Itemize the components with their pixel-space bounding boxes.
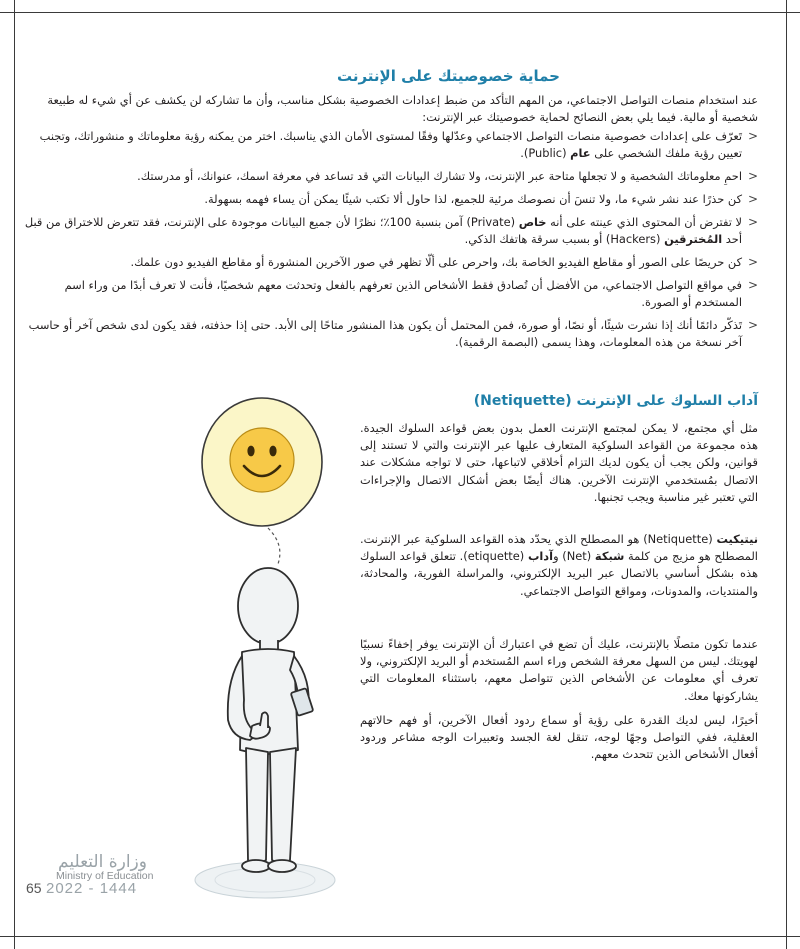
netiquette-paragraph-4: أخيرًا، ليس لديك القدرة على رؤية أو سماع ردود أفعال الآخرين، أو فهم حالاتهم العقلية، ففي التواصل وجهًا لوجه، تنقل لغة الجسد وتعبيرات الوجه مشاعر وردود أفعال الأشخاص الذين تتحدث معهم. — [360, 713, 758, 762]
faceless-figure-illustration — [190, 390, 410, 910]
chevron-left-icon: < — [747, 278, 758, 292]
chevron-left-icon: < — [747, 255, 758, 269]
netiquette-paragraph-3: عندما تكون متصلًا بالإنترنت، عليك أن تضع في اعتبارك أن الإنترنت يوفر إخفاءً نسبيًا لهويتك. ليس من السهل معرفة الشخص وراء اسم المُستخدم أو البريد الإلكتروني، ولا تعرف أي معلومات عن الأشخاص الذين تتواصل معهم، باستثناء المعلومات التي يشاركونها معك. — [360, 637, 758, 703]
chevron-left-icon: < — [747, 318, 758, 332]
list-item: < تَعرّف على إعدادات خصوصية منصات التواصل الاجتماعي وعدّلها وفقًا لمستوى الأمان الذي يناسبك. اختر من يمكنه رؤية معلوماتك و منشوراتك، وتجنب تعيين رؤية ملفك الشخصي على عام (Public). — [39, 129, 758, 160]
chevron-left-icon: < — [747, 169, 758, 183]
chevron-left-icon: < — [747, 215, 758, 229]
person-figure — [228, 568, 314, 872]
list-item: < كن حريصًا على الصور أو مقاطع الفيديو الخاصة بك، واحرص على ألّا تظهر في صور الآخرين المنشورة أو مقاطع الفيديو دون علمك. — [130, 255, 758, 269]
chevron-left-icon: < — [747, 192, 758, 206]
privacy-tips-list — [18, 128, 758, 357]
list-item: < كن حذرًا عند نشر شيء ما، ولا تنسَ أن نصوصك مرئية للجميع، لذا حاول ألا تكتب شيئًا يمكن أن يساء فهمه بسهولة. — [204, 192, 758, 206]
section-title-privacy: حماية خصوصيتك على الإنترنت — [336, 67, 560, 85]
ministry-logo-arabic: وزارة التعليم — [58, 852, 147, 872]
smiley-face-icon — [230, 428, 294, 492]
crop-line-left — [14, 0, 15, 949]
netiquette-paragraph-2: نيتيكيت (Netiquette) هو المصطلح الذي يحدّد هذه القواعد السلوكية عبر الإنترنت. المصطلح هو مزيج من كلمة شبكة (Net) وآداب (etiquette). تتعلق قواعد السلوك هذه بشكل أساسي بالاتصال عبر البريد الإلكتروني، والمراسلة الفورية، والمحادثة، والمنتديات، والمدونات، ومواقع التواصل الاجتماعي. — [360, 532, 758, 598]
crop-line-right — [786, 0, 787, 949]
chevron-left-icon: < — [747, 129, 758, 143]
publication-year: 2022 - 1444 — [46, 880, 138, 897]
list-item: < تَذكّر دائمًا أنك إذا نشرت شيئًا، أو نصًا، أو صورة، فمن المحتمل أن يكون هذا المنشور متاحًا إلى الأبد. حتى إذا حذفته، فقد يكون لدى شخص آخر أو حاسب آخر نسخة من هذه المعلومات، وهذا يسمى (البصمة الرقمية). — [28, 318, 758, 349]
list-item: < احمِ معلوماتك الشخصية و لا تجعلها متاحة عبر الإنترنت، ولا تشارك البيانات التي قد تساعد في معرفة اسمك، عنوانك، أو مدرستك. — [137, 169, 758, 183]
section-intro: عند استخدام منصات التواصل الاجتماعي، من المهم التأكد من ضبط إعدادات الخصوصية بشكل مناسب، وأن ما تشاركه لن يكشف عن أي شيء له طبيعة شخصية أو مالية. فيما يلي بعض النصائح لحماية خصوصيتك عبر الإنترنت: — [47, 93, 758, 124]
netiquette-paragraph-1: مثل أي مجتمع، لا يمكن لمجتمع الإنترنت العمل بدون بعض قواعد السلوك الجيدة. هذه مجموعة من القواعد السلوكية المتعارف عليها عبر الإنترنت والتي لا تستند إلى قوانين، ولكن يجب أن يكون لديك التزام أخلاقي لاتباعها، حتى لا تواجه مشكلات عند الاتصال بمُستخدمي الإنترنت الآخرين. هناك أيضًا بعض أشكال الاتصال والإجراءات التي تعتبر غير مناسبة ويجب تجنبها. — [360, 421, 758, 504]
section-title-netiquette: آداب السلوك على الإنترنت (Netiquette) — [473, 393, 758, 409]
crop-line-bottom — [0, 936, 800, 937]
ministry-logo-english: Ministry of Education — [56, 870, 154, 882]
list-item: < لا تفترض أن المحتوى الذي عينته على أنه خاص (Private) آمن بنسبة 100٪؛ نظرًا لأن جميع البيانات موجودة على الإنترنت، فقد تتعرض للاختراق من قبل أحد المُخترقين (Hackers) أو بسبب سرقة هاتفك الذكي. — [24, 215, 758, 246]
crop-line-top — [0, 12, 800, 13]
page-number: 65 — [26, 880, 42, 896]
list-item: < في مواقع التواصل الاجتماعي، من الأفضل أن تُصادق فقط الأشخاص الذين تعرفهم بالفعل وتحدثت معهم شخصيًا، فأنت لا تعرف أبدًا من وراء اسم المستخدم أو الصورة. — [64, 278, 758, 309]
